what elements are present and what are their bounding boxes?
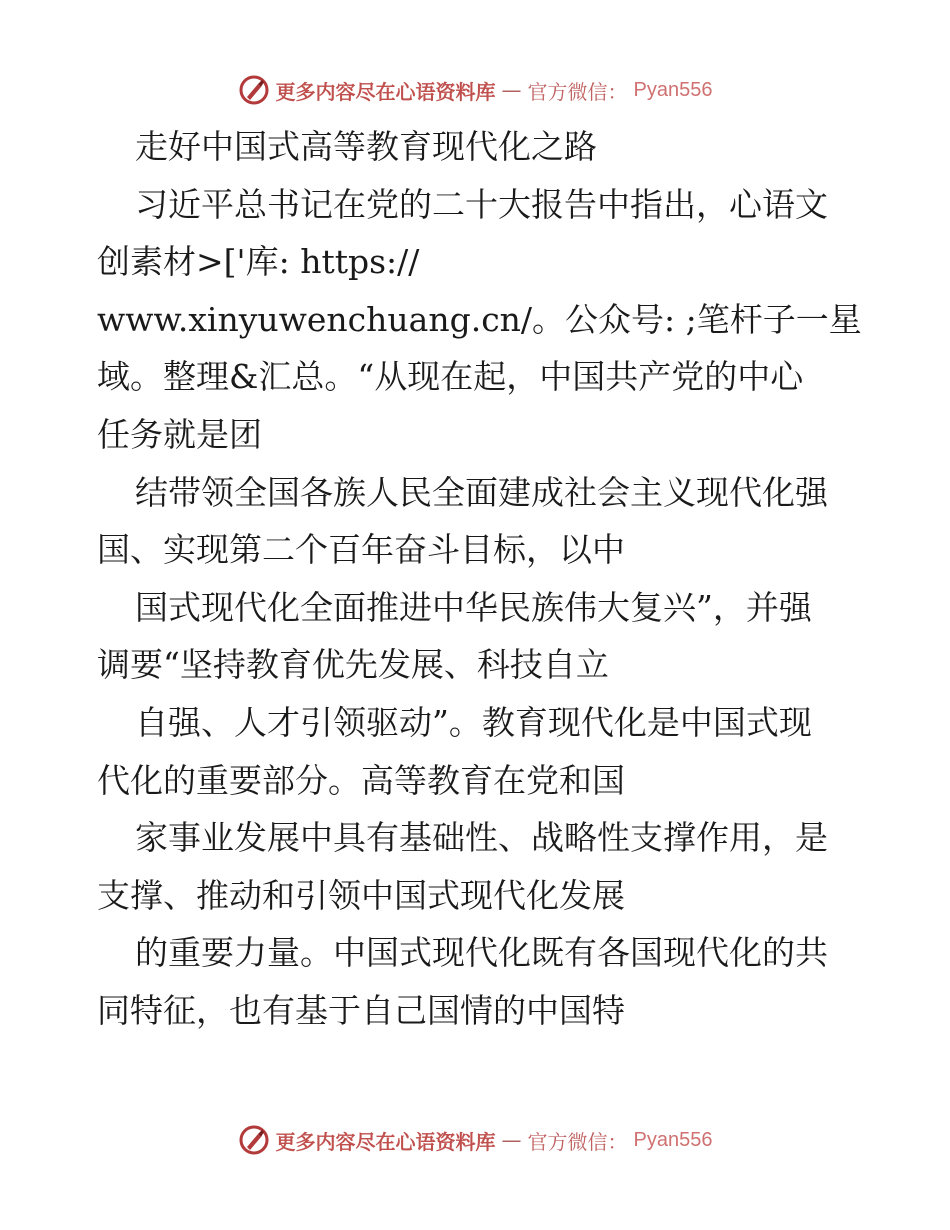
watermark-title: 更多内容尽在心语资料库 [275,1129,496,1154]
text-line: www.xinyuwenchuang.cn/。公众号: ;笔杆子一星 [97,299,862,339]
text-line: 支撑、推动和引领中国式现代化发展 [97,875,625,915]
text-line: 结带领全国各族人民全面建成社会主义现代化强 [135,472,828,512]
watermark-wechat-label: 官方微信： [527,1129,628,1154]
watermark-wechat-id: Pyan556 [633,78,713,101]
watermark-separator: — [501,78,522,102]
text-line: 同特征，也有基于自己国情的中国特 [97,990,625,1030]
text-line: 国、实现第二个百年奋斗目标，以中 [97,530,625,570]
text-line: 调要“坚持教育优先发展、科技自立 [97,645,609,685]
text-line: 习近平总书记在党的二十大报告中指出，心语文 [135,184,828,224]
pen-logo-icon [238,1124,270,1156]
footer-watermark [0,1120,950,1160]
text-line: 自强、人才引领驱动”。教育现代化是中国式现 [135,702,812,742]
text-line: 创素材>['库: https:// [97,242,420,282]
text-line: 家事业发展中具有基础性、战略性支撑作用，是 [135,818,828,858]
watermark-wechat-id: Pyan556 [633,1128,713,1151]
header-watermark [0,70,950,110]
document-title: 走好中国式高等教育现代化之路 [135,127,597,166]
text-line: 代化的重要部分。高等教育在党和国 [97,760,625,800]
watermark-separator: — [501,1128,522,1152]
document-body [97,118,862,1040]
text-line: 域。整理&汇总。“从现在起，中国共产党的中心 [97,357,804,397]
watermark-title: 更多内容尽在心语资料库 [275,79,496,104]
text-line: 的重要力量。中国式现代化既有各国现代化的共 [135,933,828,973]
pen-logo-icon [238,74,270,106]
text-line: 任务就是团 [97,414,262,454]
watermark-wechat-label: 官方微信： [527,79,628,104]
text-line: 国式现代化全面推进中华民族伟大复兴”，并强 [135,587,812,627]
